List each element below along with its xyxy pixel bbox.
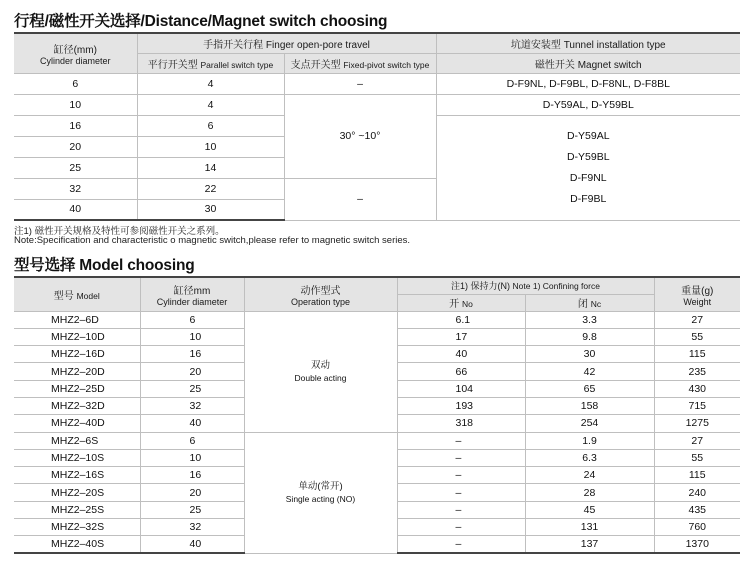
section1-title: 行程/磁性开关选择/Distance/Magnet switch choosing — [14, 13, 388, 30]
parallel-cell: 6 — [137, 115, 284, 136]
header-bore-en: Cylinder diameter — [156, 296, 228, 307]
weight-cell: 715 — [654, 397, 740, 414]
parallel-cell: 14 — [137, 157, 284, 178]
single-acting-cell — [244, 432, 397, 553]
open-force-cell: – — [397, 519, 525, 536]
header-tunnel-cn: 坑道安装型 — [510, 39, 561, 51]
header-close-cn: 闭 — [577, 299, 588, 310]
open-force-cell: – — [397, 501, 525, 518]
header-open-en: No — [461, 299, 473, 309]
header-op-cn: 动作型式 — [300, 285, 341, 297]
parallel-cell: 30 — [137, 199, 284, 220]
header-magnet-en: Magnet switch — [577, 59, 642, 71]
header-parallel — [137, 53, 284, 73]
header-confining-force — [397, 277, 654, 294]
model-cell: MHZ2–6S — [14, 432, 140, 449]
header-bore-cn: 缸径(mm) — [53, 44, 97, 56]
header-operation — [244, 277, 397, 311]
header-model — [14, 277, 140, 311]
table-row — [14, 432, 740, 449]
header-weight-cn: 重量(g) — [681, 285, 714, 297]
header-fixed-pivot — [284, 53, 436, 73]
weight-cell: 1370 — [654, 536, 740, 553]
header-force-cn: 注1) 保持力(N) — [451, 281, 511, 292]
open-force-cell: 104 — [397, 380, 525, 397]
bore-cell: 16 — [140, 346, 244, 363]
bore-cell: 16 — [14, 115, 137, 136]
close-force-cell: 9.8 — [525, 328, 654, 345]
model-cell: MHZ2–40S — [14, 536, 140, 553]
model-cell: MHZ2–20D — [14, 363, 140, 380]
bore-cell: 20 — [140, 363, 244, 380]
model-cell: MHZ2–32D — [14, 397, 140, 414]
table-row — [14, 94, 740, 115]
bore-cell: 25 — [14, 157, 137, 178]
header-bore — [140, 277, 244, 311]
close-force-cell: 254 — [525, 415, 654, 432]
header-finger-en: Finger open-pore travel — [265, 39, 370, 51]
header-model-en: Model — [76, 290, 100, 301]
model-cell: MHZ2–32S — [14, 519, 140, 536]
header-bore-en: Cylinder diameter — [39, 55, 111, 66]
close-force-cell: 1.9 — [525, 432, 654, 449]
table-row — [14, 73, 740, 94]
bore-cell: 32 — [140, 519, 244, 536]
close-force-cell: 158 — [525, 397, 654, 414]
bore-cell: 32 — [14, 178, 137, 199]
model-cell: MHZ2–16S — [14, 467, 140, 484]
weight-cell: 27 — [654, 432, 740, 449]
parallel-cell: 4 — [137, 94, 284, 115]
header-magnet-switch — [436, 53, 740, 73]
header-magnet-cn: 磁性开关 — [534, 59, 575, 71]
note-en: Note:Specification and characteristic o magnetic switch,please refer to magnetic switch series. — [14, 235, 411, 246]
header-open-cn: 开 — [449, 299, 460, 310]
open-force-cell: 17 — [397, 328, 525, 345]
header-force-en: Note 1) Confining force — [512, 281, 600, 292]
magnet-switch-item: D-F9NL — [569, 171, 607, 184]
bore-cell: 6 — [14, 73, 137, 94]
weight-cell: 55 — [654, 449, 740, 466]
bore-cell: 40 — [140, 536, 244, 553]
bore-cell: 20 — [140, 484, 244, 501]
header-parallel-en: Parallel switch type — [200, 59, 274, 70]
open-force-cell: – — [397, 467, 525, 484]
operation-type-en: Single acting (NO) — [285, 493, 356, 504]
bore-cell: 10 — [140, 328, 244, 345]
header-weight-en: Weight — [683, 296, 712, 307]
magnet-switch-cell: D-F9NL, D-F9BL, D-F8NL, D-F8BL — [436, 73, 740, 94]
model-cell: MHZ2–6D — [14, 311, 140, 328]
header-fixed-en: Fixed-pivot switch type — [343, 59, 430, 70]
operation-type-en: Double acting — [294, 372, 347, 383]
header-parallel-cn: 平行开关型 — [147, 59, 198, 71]
header-model-cn: 型号 — [53, 290, 74, 302]
weight-cell: 115 — [654, 467, 740, 484]
model-cell: MHZ2–25S — [14, 501, 140, 518]
model-cell: MHZ2–40D — [14, 415, 140, 432]
open-force-cell: – — [397, 432, 525, 449]
bore-cell: 6 — [140, 432, 244, 449]
magnet-switch-cell: D-Y59AL, D-Y59BL — [436, 94, 740, 115]
switch-choosing-table — [14, 32, 740, 221]
bore-cell: 32 — [140, 397, 244, 414]
weight-cell: 435 — [654, 501, 740, 518]
note-cn: 注1) 磁性开关规格及特性可参阅磁性开关之系列。 — [14, 226, 225, 237]
close-force-cell: 3.3 — [525, 311, 654, 328]
open-force-cell: 40 — [397, 346, 525, 363]
header-close-en: Nc — [590, 299, 602, 309]
header-tunnel-en: Tunnel installation type — [563, 39, 666, 51]
header-weight — [654, 277, 740, 311]
header-tunnel-type — [436, 33, 740, 53]
close-force-cell: 65 — [525, 380, 654, 397]
bore-cell: 20 — [14, 136, 137, 157]
close-force-cell: 45 — [525, 501, 654, 518]
header-fixed-cn: 支点开关型 — [290, 59, 341, 71]
close-force-cell: 28 — [525, 484, 654, 501]
bore-cell: 25 — [140, 380, 244, 397]
open-force-cell: 193 — [397, 397, 525, 414]
weight-cell: 27 — [654, 311, 740, 328]
model-cell: MHZ2–16D — [14, 346, 140, 363]
weight-cell: 115 — [654, 346, 740, 363]
operation-type-cn: 双动 — [310, 359, 330, 371]
model-cell: MHZ2–10D — [14, 328, 140, 345]
model-cell: MHZ2–25D — [14, 380, 140, 397]
open-force-cell: 66 — [397, 363, 525, 380]
weight-cell: 430 — [654, 380, 740, 397]
close-force-cell: 131 — [525, 519, 654, 536]
close-force-cell: 24 — [525, 467, 654, 484]
fixed-pivot-cell: 30° ~10° — [284, 94, 436, 178]
bore-cell: 10 — [140, 449, 244, 466]
model-cell: MHZ2–10S — [14, 449, 140, 466]
header-finger-travel — [137, 33, 436, 53]
fixed-pivot-cell: – — [284, 73, 436, 94]
magnet-switch-item: D-F9BL — [570, 192, 607, 205]
close-force-cell: 137 — [525, 536, 654, 553]
parallel-cell: 10 — [137, 136, 284, 157]
magnet-switch-item: D-Y59AL — [566, 129, 610, 142]
open-force-cell: – — [397, 484, 525, 501]
header-bore — [14, 33, 137, 73]
magnet-switch-item: D-Y59BL — [566, 150, 610, 163]
open-force-cell: 318 — [397, 415, 525, 432]
bore-cell: 40 — [14, 199, 137, 220]
operation-type-cn: 单动(常开) — [298, 480, 343, 492]
weight-cell: 760 — [654, 519, 740, 536]
header-bore-cn: 缸径mm — [173, 285, 211, 297]
magnet-switch-list — [436, 115, 740, 220]
weight-cell: 1275 — [654, 415, 740, 432]
bore-cell: 10 — [14, 94, 137, 115]
model-cell: MHZ2–20S — [14, 484, 140, 501]
header-close — [525, 294, 654, 311]
table-row — [14, 311, 740, 328]
fixed-pivot-cell: – — [284, 178, 436, 220]
open-force-cell: – — [397, 449, 525, 466]
header-op-en: Operation type — [290, 296, 351, 307]
section2-title: 型号选择 Model choosing — [14, 257, 195, 274]
double-acting-cell — [244, 311, 397, 432]
bore-cell: 6 — [140, 311, 244, 328]
header-open — [397, 294, 525, 311]
header-finger-cn: 手指开关行程 — [203, 39, 264, 51]
open-force-cell: 6.1 — [397, 311, 525, 328]
weight-cell: 55 — [654, 328, 740, 345]
close-force-cell: 30 — [525, 346, 654, 363]
model-choosing-table — [14, 276, 740, 554]
parallel-cell: 4 — [137, 73, 284, 94]
bore-cell: 25 — [140, 501, 244, 518]
parallel-cell: 22 — [137, 178, 284, 199]
open-force-cell: – — [397, 536, 525, 553]
weight-cell: 235 — [654, 363, 740, 380]
weight-cell: 240 — [654, 484, 740, 501]
close-force-cell: 42 — [525, 363, 654, 380]
bore-cell: 16 — [140, 467, 244, 484]
close-force-cell: 6.3 — [525, 449, 654, 466]
bore-cell: 40 — [140, 415, 244, 432]
